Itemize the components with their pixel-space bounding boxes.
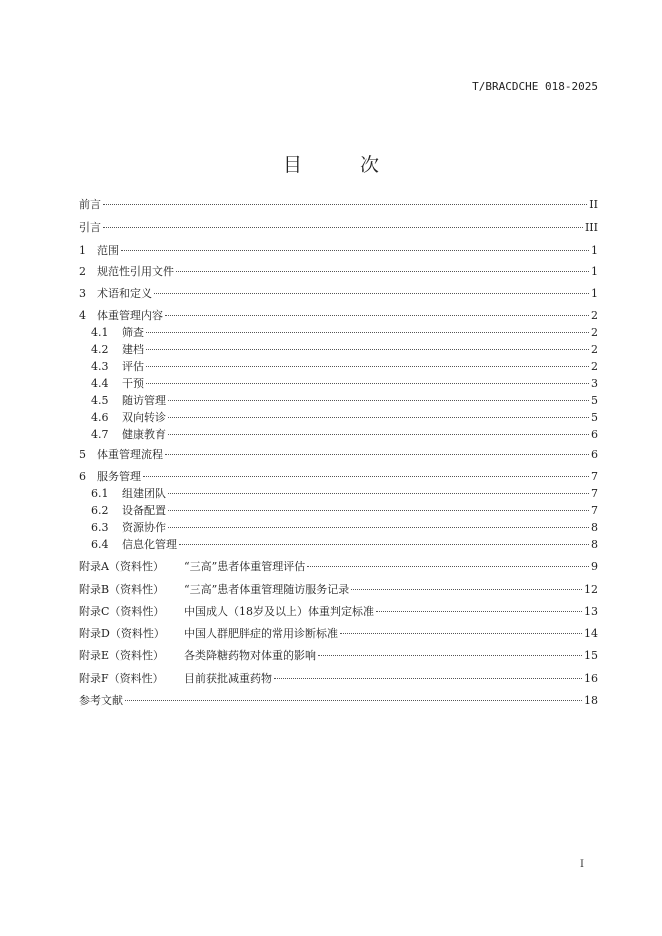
toc-entry-page: 5 (591, 394, 598, 407)
toc-entry-label: 体重管理流程 (97, 448, 163, 461)
toc-entry-label: 双向转诊 (122, 411, 166, 424)
toc-entry-label: 组建团队 (122, 487, 166, 500)
toc-entry-label: 资源协作 (122, 521, 166, 534)
toc-entry-page: II (589, 198, 598, 211)
toc-entry-number: 附录B（资料性） (79, 583, 165, 596)
toc-entry-page: 15 (584, 649, 598, 662)
toc-entry[interactable] (79, 648, 598, 664)
toc-entry-page: 7 (591, 470, 598, 483)
toc-entry[interactable] (79, 325, 598, 341)
toc-entry[interactable] (79, 393, 598, 409)
toc-entry-label: 评估 (122, 360, 144, 373)
toc-entry-page: 2 (591, 326, 598, 339)
toc-entry-number: 4.5 (91, 394, 109, 407)
toc-entry[interactable] (79, 559, 598, 575)
toc-entry-page: 1 (591, 287, 598, 300)
toc-entry[interactable] (79, 520, 598, 536)
toc-entry[interactable] (79, 537, 598, 553)
toc-entry[interactable] (79, 359, 598, 375)
toc-entry-page: 2 (591, 343, 598, 356)
toc-entry[interactable] (79, 264, 598, 280)
dot-leader (168, 527, 589, 528)
toc-entry[interactable] (79, 447, 598, 463)
toc-entry-page: 1 (591, 244, 598, 257)
toc-entry[interactable] (79, 626, 598, 642)
toc-entry-number: 4.3 (91, 360, 109, 373)
toc-entry[interactable] (79, 197, 598, 213)
toc-entry-label: 筛查 (122, 326, 144, 339)
toc-entry-page: 9 (591, 560, 598, 573)
dot-leader (121, 250, 589, 251)
dot-leader (318, 655, 582, 656)
dot-leader (154, 293, 589, 294)
toc-entry[interactable] (79, 486, 598, 502)
toc-entry-number: 6.4 (91, 538, 109, 551)
dot-leader (340, 633, 582, 634)
dot-leader (176, 271, 589, 272)
toc-entry-number: 6 (79, 470, 86, 483)
toc-entry-page: 7 (591, 487, 598, 500)
toc-entry-label: 前言 (79, 198, 101, 211)
toc-entry-label: 设备配置 (122, 504, 166, 517)
toc-entry-page: 13 (584, 605, 598, 618)
toc-entry-label: 信息化管理 (122, 538, 177, 551)
toc-entry-label: 健康教育 (122, 428, 166, 441)
toc-entry-page: 7 (591, 504, 598, 517)
toc-entry-number: 4.2 (91, 343, 109, 356)
toc-entry-page: 18 (584, 694, 598, 707)
dot-leader (146, 332, 589, 333)
toc-entry-label: 参考文献 (79, 694, 123, 707)
toc-entry-number: 2 (79, 265, 86, 278)
toc-entry-page: 5 (591, 411, 598, 424)
toc-entry[interactable] (79, 582, 598, 598)
dot-leader (168, 510, 589, 511)
toc-entry[interactable] (79, 308, 598, 324)
dot-leader (165, 454, 589, 455)
dot-leader (165, 315, 589, 316)
toc-entry-page: 6 (591, 448, 598, 461)
dot-leader (103, 204, 587, 205)
toc-entry-number: 4.7 (91, 428, 109, 441)
page-number: I (580, 859, 584, 870)
toc-entry[interactable] (79, 243, 598, 259)
toc-entry-label: 术语和定义 (97, 287, 152, 300)
toc-entry-page: 2 (591, 309, 598, 322)
dot-leader (125, 700, 582, 701)
toc-entry[interactable] (79, 469, 598, 485)
dot-leader (351, 589, 582, 590)
toc-entry-number: 附录E（资料性） (79, 649, 165, 662)
dot-leader (307, 566, 589, 567)
toc-entry-page: 6 (591, 428, 598, 441)
toc-entry-page: III (584, 221, 598, 234)
toc-entry-number: 6.2 (91, 504, 109, 517)
toc-entry[interactable] (79, 220, 598, 236)
dot-leader (146, 349, 589, 350)
toc-entry-label: 服务管理 (97, 470, 141, 483)
standard-number: T/BRACDCHE 018-2025 (472, 80, 598, 93)
toc-entry-label: 目前获批减重药物 (184, 672, 272, 685)
dot-leader (143, 476, 589, 477)
toc-entry-number: 附录D（资料性） (79, 627, 165, 640)
toc-entry-page: 8 (591, 538, 598, 551)
toc-entry[interactable] (79, 693, 598, 709)
toc-entry-page: 8 (591, 521, 598, 534)
toc-entry[interactable] (79, 671, 598, 687)
toc-entry[interactable] (79, 410, 598, 426)
toc-entry-number: 6.1 (91, 487, 109, 500)
toc-entry-page: 12 (584, 583, 598, 596)
toc-entry-number: 5 (79, 448, 86, 461)
toc-entry-label: 体重管理内容 (97, 309, 163, 322)
toc-entry-page: 16 (584, 672, 598, 685)
toc-entry-number: 4.4 (91, 377, 109, 390)
toc-entry-page: 14 (584, 627, 598, 640)
toc-entry[interactable] (79, 376, 598, 392)
toc-entry-label: 引言 (79, 221, 101, 234)
toc-entry-label: 建档 (122, 343, 144, 356)
toc-entry[interactable] (79, 427, 598, 443)
dot-leader (103, 227, 583, 228)
toc-entry-number: 4 (79, 309, 86, 322)
dot-leader (168, 434, 589, 435)
dot-leader (146, 383, 589, 384)
toc-entry-number: 附录F（资料性） (79, 672, 164, 685)
toc-entry-page: 3 (591, 377, 598, 390)
dot-leader (274, 678, 582, 679)
toc-entry-label: 随访管理 (122, 394, 166, 407)
toc-entry-number: 6.3 (91, 521, 109, 534)
toc-entry-page: 1 (591, 265, 598, 278)
toc-entry[interactable] (79, 342, 598, 358)
dot-leader (168, 493, 589, 494)
dot-leader (146, 366, 589, 367)
toc-entry[interactable] (79, 503, 598, 519)
toc-entry-label: “三高”患者体重管理评估 (184, 560, 306, 573)
toc-entry-number: 1 (79, 244, 86, 257)
toc-entry-label: 规范性引用文件 (97, 265, 174, 278)
toc-entry-label: “三高”患者体重管理随访服务记录 (184, 583, 350, 596)
toc-entry-number: 3 (79, 287, 86, 300)
toc-entry-label: 范围 (97, 244, 119, 257)
dot-leader (376, 611, 582, 612)
toc-entry[interactable] (79, 286, 598, 302)
toc-entry-label: 各类降糖药物对体重的影响 (184, 649, 316, 662)
toc-entry-number: 4.1 (91, 326, 109, 339)
toc-entry-label: 中国人群肥胖症的常用诊断标准 (184, 627, 338, 640)
toc-entry-label: 干预 (122, 377, 144, 390)
page-title: 目 次 (282, 154, 406, 176)
toc-entry-page: 2 (591, 360, 598, 373)
toc-entry[interactable] (79, 604, 598, 620)
toc-entry-number: 附录C（资料性） (79, 605, 165, 618)
toc-entry-label: 中国成人（18岁及以上）体重判定标准 (184, 605, 374, 618)
dot-leader (168, 400, 589, 401)
toc-entry-number: 附录A（资料性） (79, 560, 164, 573)
toc-entry-number: 4.6 (91, 411, 109, 424)
dot-leader (168, 417, 589, 418)
dot-leader (179, 544, 589, 545)
